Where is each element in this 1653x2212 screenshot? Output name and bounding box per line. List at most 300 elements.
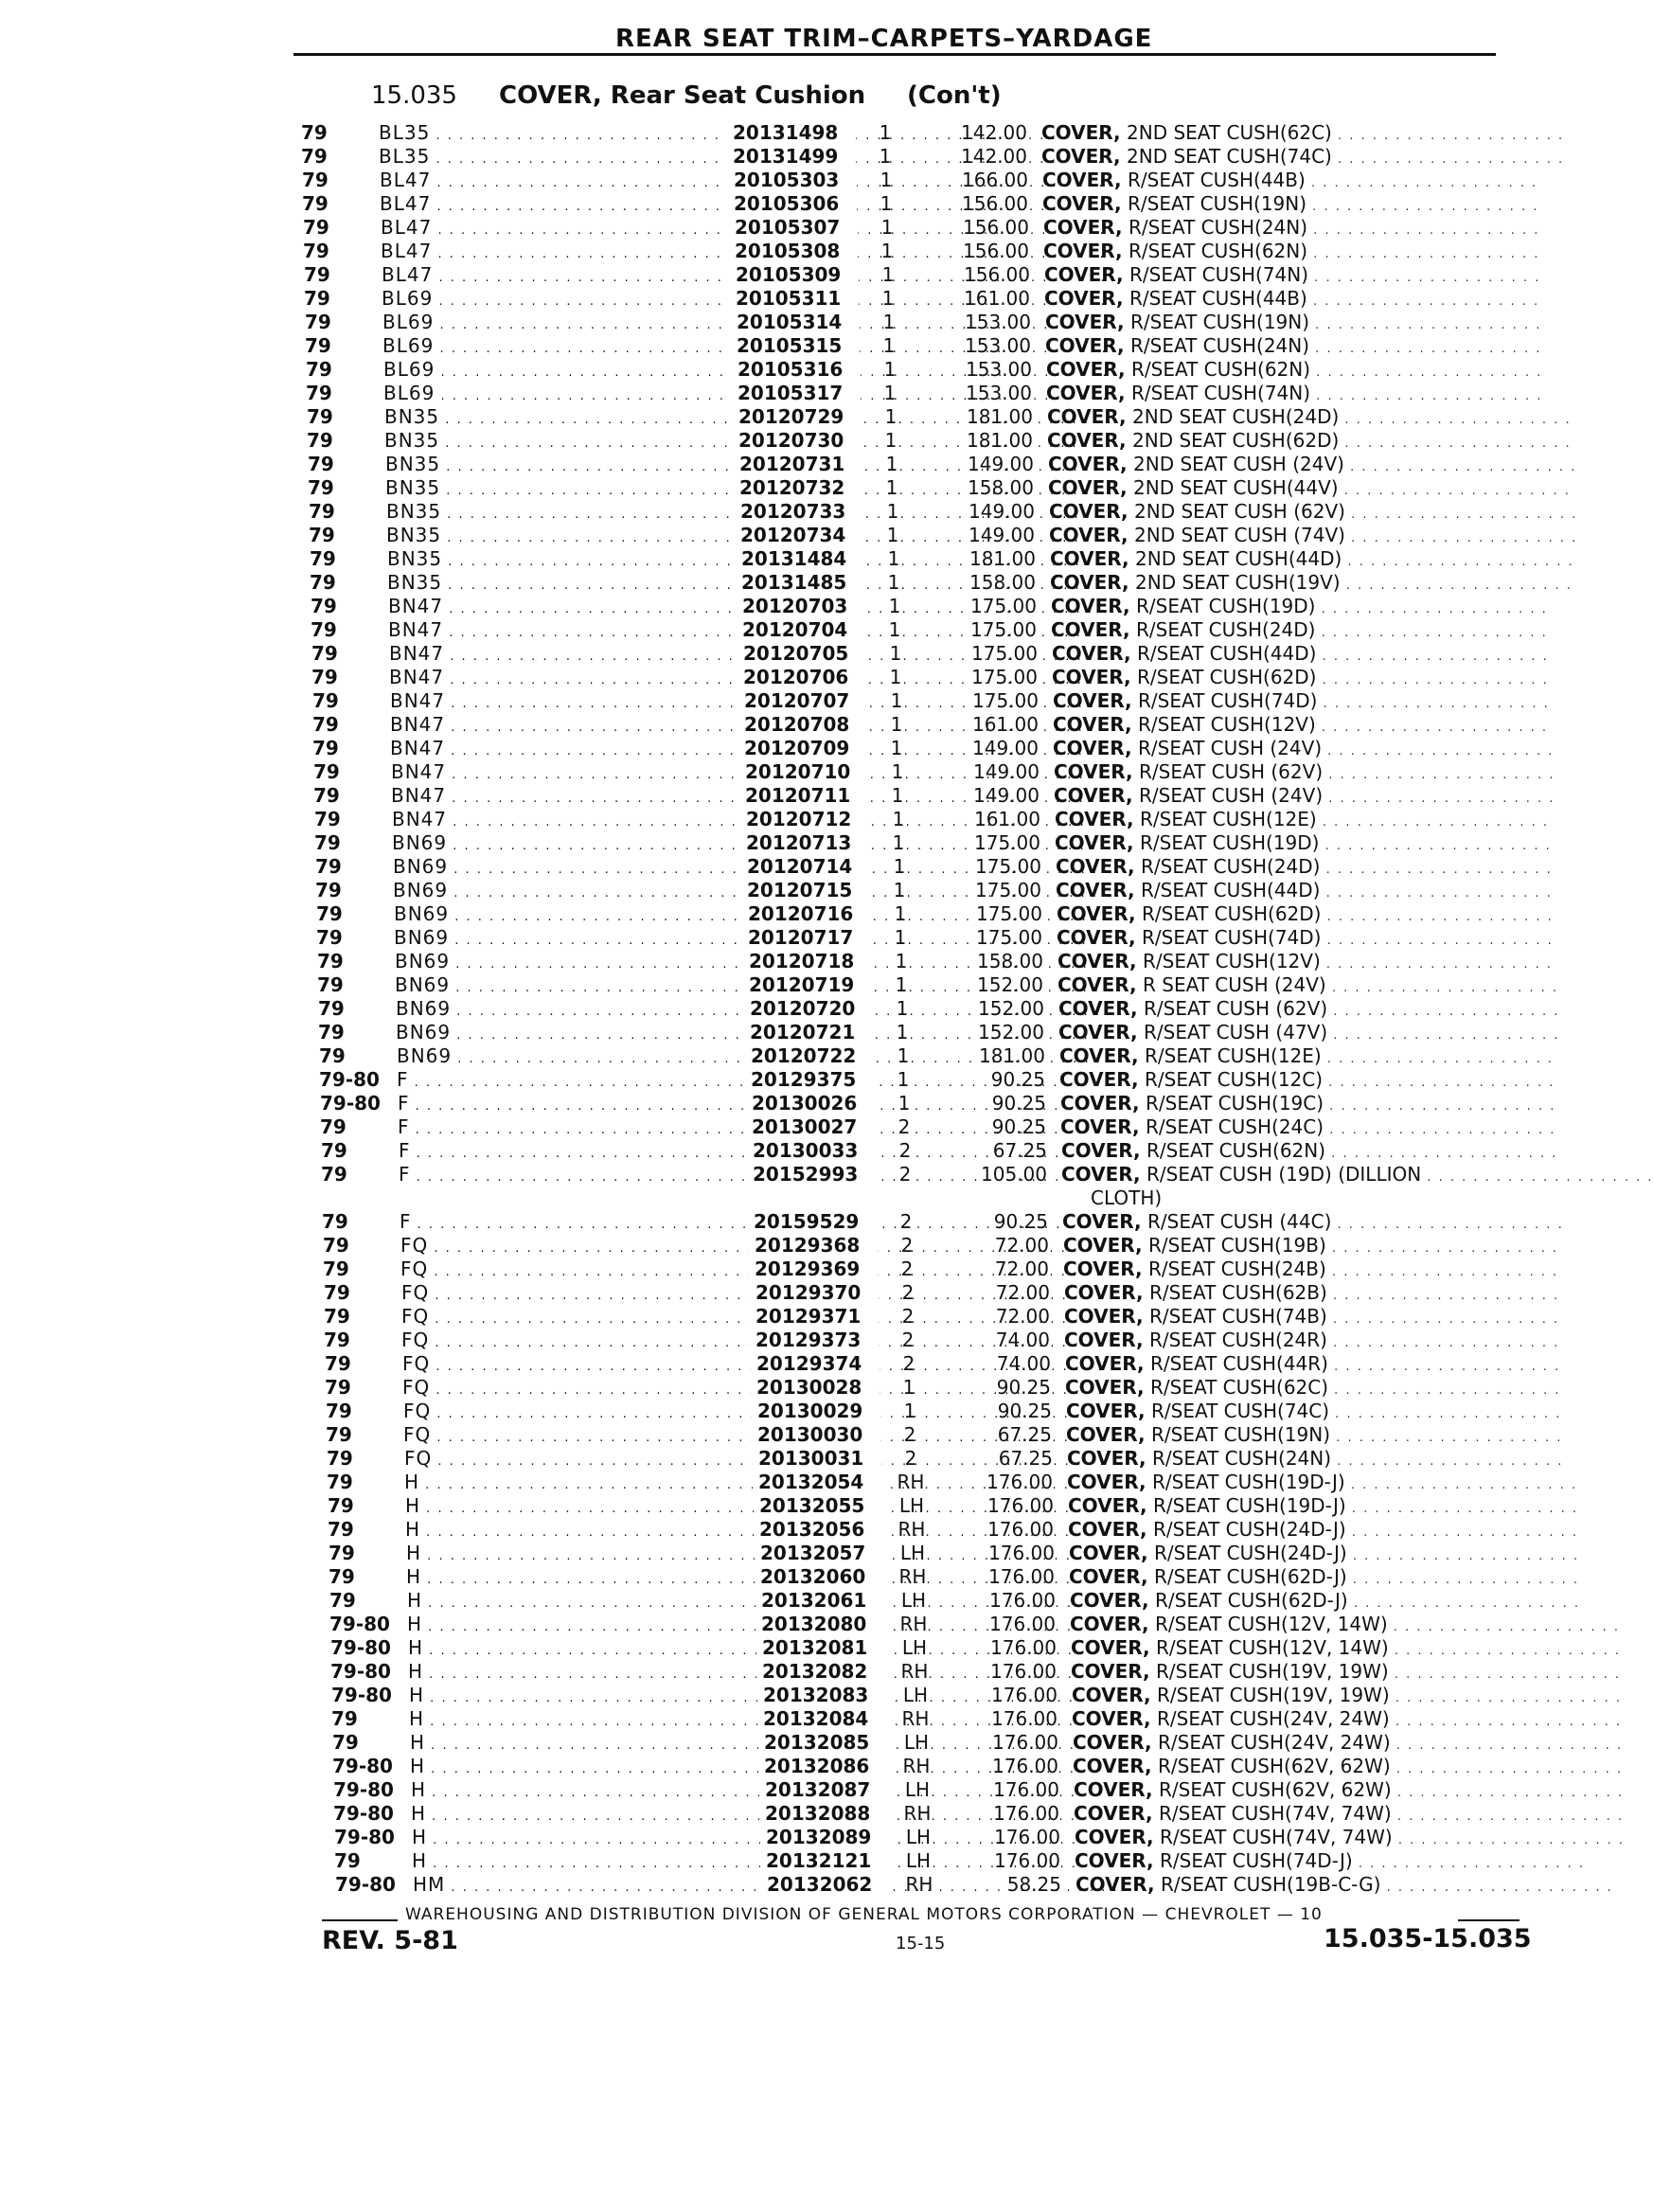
description-text: R/SEAT CUSH(19N) [1151, 1423, 1331, 1446]
description-keyword: COVER, [1047, 429, 1127, 452]
description-text: R/SEAT CUSH(24D-J) [1153, 1518, 1346, 1541]
description-cell [1057, 902, 1554, 929]
description-text: R/SEAT CUSH(24D) [1136, 618, 1316, 641]
price-cell: 175.00 [970, 595, 1037, 617]
description-keyword: COVER, [1070, 1589, 1149, 1612]
description-keyword: COVER, [1058, 997, 1138, 1020]
table-row [33, 1826, 1625, 1849]
price-cell: 176.00 [990, 1636, 1057, 1659]
table-row [29, 1660, 1621, 1684]
description-text: R/SEAT CUSH(74N) [1129, 263, 1309, 286]
model-cell: BN69 . . . [394, 926, 754, 953]
leader-dots: . . . . . . . . . . . . . . . . . . . . [1327, 1005, 1560, 1019]
model-cell: FQ . . . [402, 1352, 762, 1379]
description-cell [1075, 1873, 1613, 1900]
section-range: 15.035-15.035 [1324, 1924, 1532, 1953]
quantity-cell: RH [898, 1518, 926, 1541]
leader-dots: . . . . . . . . . . . . . . . . . . . . [1390, 1762, 1623, 1776]
year-cell: 79 [328, 1494, 354, 1517]
description-cell [1065, 1376, 1561, 1402]
model-cell: BN69 . . . [394, 902, 754, 929]
table-row [21, 1210, 1596, 1234]
description-cell [1064, 1329, 1560, 1355]
leader-dots: . . . . . . . . . . . . . . . . . . . . [1329, 1407, 1562, 1421]
description-keyword: COVER, [1053, 689, 1132, 712]
part-number-cell: 20105314 [731, 311, 860, 334]
leader-dots: . . . . . . . . . . . . . . . . . . . . [1331, 152, 1565, 167]
year-cell: 79 [310, 547, 336, 570]
table-row [24, 1376, 1599, 1400]
price-cell: 181.00 [979, 1044, 1045, 1067]
table-row [2, 216, 1577, 240]
model-cell: BN35 . . . [384, 405, 744, 432]
model-cell: BN69 . . . [392, 831, 752, 858]
model-cell: BL47 . . . [380, 169, 739, 195]
description-cell [1051, 595, 1548, 621]
price-cell: 181.00 [967, 405, 1033, 428]
description-cell [1070, 1589, 1581, 1615]
description-text: R/SEAT CUSH(62N) [1146, 1139, 1326, 1162]
description-text: R/SEAT CUSH (19D) (DILLION [1146, 1163, 1422, 1186]
description-cell [1047, 405, 1572, 432]
part-number-cell: 20129370 [750, 1281, 879, 1305]
description-text: 2ND SEAT CUSH(44V) [1133, 476, 1339, 499]
description-keyword: COVER, [1052, 642, 1131, 665]
part-number-cell: 20131485 [736, 571, 864, 595]
description-cell [1045, 311, 1542, 337]
description-text: R/SEAT CUSH(62D) [1137, 666, 1317, 688]
model-cell: BL35 . . . [379, 121, 738, 148]
description-keyword: COVER, [1054, 784, 1133, 807]
description-keyword: COVER, [1058, 973, 1137, 996]
description-text: R/SEAT CUSH (24V) [1138, 737, 1323, 759]
part-number-cell: 20120733 [735, 500, 863, 524]
quantity-cell: 1 [879, 145, 892, 168]
leader-dots: . . . . . . . . . . . . . . . . . . . . [1347, 1597, 1581, 1611]
description-text: R/SEAT CUSH(24N) [1129, 216, 1308, 239]
description-cell [1068, 1494, 1579, 1521]
description-text: R/SEAT CUSH(19N) [1128, 192, 1307, 215]
quantity-cell: 1 [894, 926, 907, 949]
quantity-cell: 1 [891, 760, 904, 783]
leader-dots: . . . . . . . . . . . . . . . . . . . . [1421, 1170, 1653, 1185]
description-cell [1060, 1115, 1556, 1142]
description-cell [1067, 1471, 1578, 1497]
year-cell: 79 [312, 737, 339, 759]
model-cell: FQ . . . [401, 1281, 761, 1308]
description-text: R/SEAT CUSH(62V, 62W) [1158, 1755, 1391, 1777]
part-number-cell: 20120706 [738, 666, 866, 689]
table-row [10, 666, 1586, 689]
footer-rule-left [322, 1919, 398, 1921]
quantity-cell: 2 [904, 1447, 917, 1470]
description-text: R/SEAT CUSH (47V) [1144, 1021, 1328, 1044]
description-keyword: COVER, [1074, 1778, 1153, 1801]
year-cell: 79-80 [333, 1778, 394, 1801]
price-cell: 72.00 [995, 1305, 1050, 1328]
model-cell: F . . . [397, 1068, 756, 1095]
model-cell: BN69 . . . [393, 879, 753, 905]
part-number-cell: 20120716 [742, 902, 871, 926]
year-cell: 79 [312, 713, 339, 736]
table-row [13, 831, 1589, 855]
description-cell [1041, 121, 1565, 148]
year-cell: 79-80 [330, 1636, 391, 1659]
table-row [14, 855, 1590, 879]
description-cell [1056, 879, 1553, 905]
leader-dots: . . . . . . . . . . . . . . . . . . . . [1324, 1099, 1556, 1114]
description-text: R/SEAT CUSH(19V, 19W) [1156, 1660, 1389, 1683]
table-row [2, 240, 1577, 263]
description-cell [1042, 192, 1539, 219]
table-row [19, 1092, 1594, 1115]
description-text: R/SEAT CUSH(62N) [1129, 240, 1308, 262]
part-number-cell: 20132062 [761, 1873, 890, 1897]
description-keyword: COVER, [1074, 1802, 1153, 1825]
year-cell: 79 [311, 618, 337, 641]
part-number-cell: 20120705 [738, 642, 866, 666]
year-cell: 79 [322, 1210, 348, 1233]
year-cell: 79 [317, 973, 344, 996]
table-row [31, 1731, 1623, 1755]
table-row [19, 1115, 1594, 1139]
part-number-cell: 20132061 [755, 1589, 884, 1613]
part-number-cell: 20131499 [727, 145, 856, 169]
quantity-cell: 1 [894, 902, 907, 925]
description-keyword: COVER, [1068, 1518, 1147, 1541]
description-text: R/SEAT CUSH(62D) [1142, 902, 1322, 925]
leader-dots: . . . . . . . . . . . . . . . . . . . . [1310, 366, 1543, 380]
description-keyword: COVER, [1064, 1281, 1144, 1304]
price-cell: 175.00 [972, 689, 1039, 712]
leader-dots: . . . . . . . . . . . . . . . . . . . . [1344, 1478, 1578, 1492]
table-row [30, 1684, 1622, 1707]
model-cell: HM . . . [413, 1873, 773, 1900]
quantity-cell: 2 [901, 1281, 915, 1304]
description-text: R/SEAT CUSH(74B) [1149, 1305, 1327, 1328]
model-cell: BN47 . . . [390, 737, 750, 763]
price-cell: 181.00 [969, 547, 1036, 570]
description-cell [1073, 1755, 1623, 1781]
model-cell: H . . . [411, 1802, 771, 1828]
price-cell: 161.00 [972, 713, 1039, 736]
model-cell: BN47 . . . [390, 713, 750, 740]
leader-dots: . . . . . . . . . . . . . . . . . . . . [1389, 1715, 1622, 1729]
description-cell [1074, 1802, 1624, 1828]
year-cell: 79 [311, 666, 338, 688]
part-number-cell: 20120731 [734, 453, 862, 476]
table-row [4, 311, 1579, 334]
section-number: 15.035 [371, 81, 457, 110]
table-row [16, 950, 1591, 973]
quantity-cell: RH [900, 1660, 929, 1683]
price-cell: 149.00 [973, 760, 1040, 783]
year-cell: 79 [302, 192, 329, 215]
model-cell: H . . . [405, 1494, 765, 1521]
price-cell: 158.00 [977, 950, 1043, 972]
year-cell: 79 [313, 784, 340, 807]
description-keyword: COVER, [1049, 524, 1129, 546]
year-cell: 79 [331, 1707, 358, 1730]
description-keyword: COVER, [1069, 1565, 1148, 1588]
model-cell: H . . . [406, 1565, 766, 1592]
year-cell: 79 [314, 831, 341, 854]
part-number-cell: 20132084 [757, 1707, 886, 1731]
table-row [29, 1636, 1621, 1660]
year-cell: 79 [334, 1849, 361, 1872]
quantity-cell: LH [902, 1684, 929, 1706]
description-cell [1044, 263, 1541, 290]
model-cell: H . . . [411, 1778, 771, 1805]
section-continued: (Con't) [907, 81, 1002, 110]
price-cell: 90.25 [990, 1068, 1045, 1091]
year-cell: 79 [311, 595, 337, 617]
leader-dots: . . . . . . . . . . . . . . . . . . . . [1327, 1360, 1561, 1374]
description-keyword: COVER, [1072, 1707, 1151, 1730]
part-number-cell: 20120718 [743, 950, 872, 973]
part-number-cell: 20105307 [729, 216, 858, 240]
leader-dots: . . . . . . . . . . . . . . . . . . . . [1338, 484, 1571, 498]
year-cell: 79 [315, 855, 342, 878]
description-text: 2ND SEAT CUSH(62C) [1127, 121, 1332, 144]
model-cell: H . . . [410, 1731, 770, 1757]
leader-dots: . . . . . . . . . . . . . . . . . . . . [1388, 1644, 1621, 1658]
year-cell: 79 [306, 358, 332, 381]
price-cell: 158.00 [969, 571, 1036, 594]
description-keyword: COVER, [1055, 831, 1134, 854]
description-text: R/SEAT CUSH (44C) [1147, 1210, 1332, 1233]
table-row [9, 595, 1585, 618]
table-row [12, 784, 1588, 808]
description-cell [1043, 240, 1540, 266]
model-cell: FQ . . . [400, 1258, 760, 1284]
leader-dots: . . . . . . . . . . . . . . . . . . . . [1331, 1218, 1564, 1232]
quantity-cell: 1 [896, 997, 909, 1020]
quantity-cell: RH [901, 1707, 930, 1730]
year-cell: 79-80 [332, 1755, 393, 1777]
year-cell: 79 [329, 1542, 355, 1564]
year-cell: 79 [307, 429, 333, 452]
part-number-cell: 20105306 [728, 192, 857, 216]
year-cell: 79 [325, 1376, 351, 1399]
year-cell: 79 [324, 1329, 350, 1351]
model-cell: F . . . [398, 1115, 757, 1142]
year-cell: 79-80 [334, 1826, 395, 1848]
leader-dots: . . . . . . . . . . . . . . . . . . . . [1324, 1123, 1556, 1137]
description-cell [1042, 169, 1538, 195]
description-keyword: COVER, [1041, 121, 1121, 144]
year-cell: 79 [307, 405, 333, 428]
description-text: R/SEAT CUSH(24C) [1146, 1115, 1324, 1138]
quantity-cell: 1 [888, 618, 901, 641]
table-row [27, 1542, 1603, 1565]
description-cell [1074, 1778, 1624, 1805]
model-cell: FQ . . . [401, 1305, 761, 1331]
leader-dots: . . . . . . . . . . . . . . . . . . . . [1321, 910, 1554, 924]
description-text: R/SEAT CUSH(44D) [1137, 642, 1317, 665]
description-keyword: COVER, [1042, 169, 1122, 191]
description-keyword: COVER, [1051, 618, 1130, 641]
table-row [9, 618, 1585, 642]
part-number-cell: 20132060 [755, 1565, 883, 1589]
quantity-cell: LH [905, 1849, 932, 1872]
model-cell: BN47 . . . [392, 808, 752, 834]
price-cell: 175.00 [976, 926, 1042, 949]
quantity-cell: 1 [895, 950, 908, 972]
year-cell: 79 [323, 1234, 349, 1257]
description-cell [1064, 1281, 1560, 1308]
description-text: 2ND SEAT CUSH (24V) [1133, 453, 1344, 475]
price-cell: 152.00 [977, 973, 1043, 996]
price-cell: 175.00 [971, 642, 1038, 665]
price-cell: 156.00 [963, 240, 1029, 262]
description-text: R/SEAT CUSH(44B) [1128, 169, 1306, 191]
leader-dots: . . . . . . . . . . . . . . . . . . . . [1339, 437, 1572, 451]
leader-dots: . . . . . . . . . . . . . . . . . . . . [1315, 602, 1548, 616]
leader-dots: . . . . . . . . . . . . . . . . . . . . [1387, 1620, 1620, 1634]
description-text: R/SEAT CUSH(19V, 19W) [1157, 1684, 1390, 1706]
description-text: R/SEAT CUSH(12E) [1145, 1044, 1322, 1067]
leader-dots: . . . . . . . . . . . . . . . . . . . . [1310, 389, 1543, 403]
year-cell: 79 [326, 1423, 352, 1446]
description-cell [1058, 1021, 1560, 1047]
description-text: R/SEAT CUSH(24B) [1148, 1258, 1326, 1280]
price-cell: 175.00 [976, 902, 1042, 925]
price-cell: 149.00 [969, 500, 1035, 523]
quantity-cell: 1 [880, 240, 894, 262]
quantity-cell: LH [899, 1542, 926, 1564]
leader-dots: . . . . . . . . . . . . . . . . . . . . [1340, 579, 1573, 593]
part-number-cell: 20130030 [752, 1423, 880, 1447]
table-row [3, 263, 1578, 287]
description-text: R/SEAT CUSH(44R) [1150, 1352, 1328, 1375]
quantity-cell: 2 [900, 1258, 914, 1280]
model-cell: H . . . [409, 1707, 769, 1734]
description-keyword: COVER, [1067, 1447, 1146, 1470]
table-row [5, 382, 1580, 405]
leader-dots: . . . . . . . . . . . . . . . . . . . . [1346, 1549, 1580, 1563]
year-cell: 79 [309, 500, 335, 523]
year-cell: 79 [305, 311, 331, 333]
description-text: R/SEAT CUSH(24D) [1141, 855, 1321, 878]
table-row [12, 760, 1588, 784]
model-cell: BL47 . . . [382, 263, 741, 290]
model-cell: FQ . . . [403, 1400, 763, 1426]
description-keyword: COVER, [1064, 1329, 1144, 1351]
price-cell: 67.25 [992, 1139, 1047, 1162]
quantity-cell: 1 [887, 571, 900, 594]
part-number-cell: 20105315 [731, 334, 860, 358]
leader-dots: . . . . . . . . . . . . . . . . . . . . [1326, 1336, 1560, 1350]
description-text: R/SEAT CUSH(19C) [1146, 1092, 1324, 1115]
table-row [8, 524, 1583, 547]
description-text: R/SEAT CUSH(74D) [1142, 926, 1322, 949]
description-keyword: COVER, [1069, 1542, 1148, 1564]
table-row [23, 1305, 1598, 1329]
price-cell: 72.00 [994, 1258, 1049, 1280]
part-number-cell: 20130026 [746, 1092, 875, 1115]
price-cell: 149.00 [969, 524, 1035, 546]
quantity-cell: 1 [880, 216, 894, 239]
description-text: R/SEAT CUSH(19B-C-G) [1161, 1873, 1381, 1896]
table-row [26, 1447, 1601, 1471]
year-cell: 79 [321, 1139, 347, 1162]
quantity-cell: 1 [889, 666, 902, 688]
model-cell: BN35 . . . [385, 476, 745, 503]
quantity-cell: 1 [902, 1376, 915, 1399]
description-keyword: COVER, [1046, 382, 1126, 404]
table-row [13, 808, 1589, 831]
quantity-cell: 1 [890, 713, 903, 736]
description-keyword: COVER, [1048, 453, 1128, 475]
description-keyword: COVER, [1046, 358, 1126, 381]
year-cell: 79 [328, 1518, 354, 1541]
leader-dots: . . . . . . . . . . . . . . . . . . . . [1306, 294, 1540, 309]
model-cell: BN47 . . . [388, 595, 748, 621]
description-cell [1046, 382, 1543, 408]
description-cell [1050, 571, 1573, 598]
model-cell: BN69 . . . [395, 973, 755, 1000]
description-text: R/SEAT CUSH(12C) [1145, 1068, 1324, 1091]
year-cell: 79 [316, 926, 343, 949]
model-cell: BL47 . . . [381, 216, 740, 242]
price-cell: 58.25 [1006, 1873, 1061, 1896]
price-cell: 153.00 [965, 311, 1031, 333]
leader-dots: . . . . . . . . . . . . . . . . . . . . [1352, 1857, 1586, 1871]
description-cell [1050, 547, 1574, 574]
table-row [18, 1044, 1593, 1068]
part-number-cell: 20120703 [737, 595, 865, 618]
description-keyword: COVER, [1049, 500, 1129, 523]
table-row [27, 1494, 1602, 1518]
description-cell [1073, 1731, 1623, 1757]
description-text: R/SEAT CUSH(62D-J) [1155, 1589, 1348, 1612]
leader-dots: . . . . . . . . . . . . . . . . . . . . [1325, 1265, 1559, 1279]
description-text: R/SEAT CUSH(74C) [1151, 1400, 1330, 1422]
quantity-cell: 2 [901, 1305, 915, 1328]
description-keyword: COVER, [1075, 1849, 1154, 1872]
model-cell: H . . . [408, 1636, 768, 1663]
description-cell [1063, 1258, 1559, 1284]
description-keyword: COVER, [1053, 737, 1132, 759]
price-cell: 176.00 [987, 1494, 1054, 1517]
year-cell: 79-80 [335, 1873, 396, 1896]
quantity-cell: RH [903, 1802, 932, 1825]
leader-dots: . . . . . . . . . . . . . . . . . . . . [1325, 1147, 1558, 1161]
table-row [26, 1471, 1601, 1494]
table-row [7, 476, 1582, 500]
model-cell: H . . . [412, 1826, 772, 1852]
part-number-cell: 20120707 [738, 689, 867, 713]
description-keyword: COVER, [1066, 1400, 1146, 1422]
description-keyword: COVER, [1063, 1258, 1143, 1280]
quantity-cell: 1 [890, 737, 903, 759]
leader-dots: . . . . . . . . . . . . . . . . . . . . [1328, 1383, 1561, 1398]
quantity-cell: 1 [896, 1021, 909, 1044]
quantity-cell: RH [899, 1613, 928, 1635]
table-row [11, 737, 1587, 760]
description-text: R/SEAT CUSH(24V, 24W) [1158, 1731, 1391, 1754]
table-row [15, 902, 1591, 926]
year-cell: 79 [315, 879, 342, 901]
part-number-cell: 20105309 [730, 263, 859, 287]
table-row [20, 1163, 1653, 1186]
part-number-cell: 20105311 [730, 287, 859, 311]
part-number-cell: 20120734 [735, 524, 863, 547]
description-keyword: COVER, [1072, 1684, 1151, 1706]
part-number-cell: 20105303 [728, 169, 857, 192]
table-row [14, 879, 1590, 902]
